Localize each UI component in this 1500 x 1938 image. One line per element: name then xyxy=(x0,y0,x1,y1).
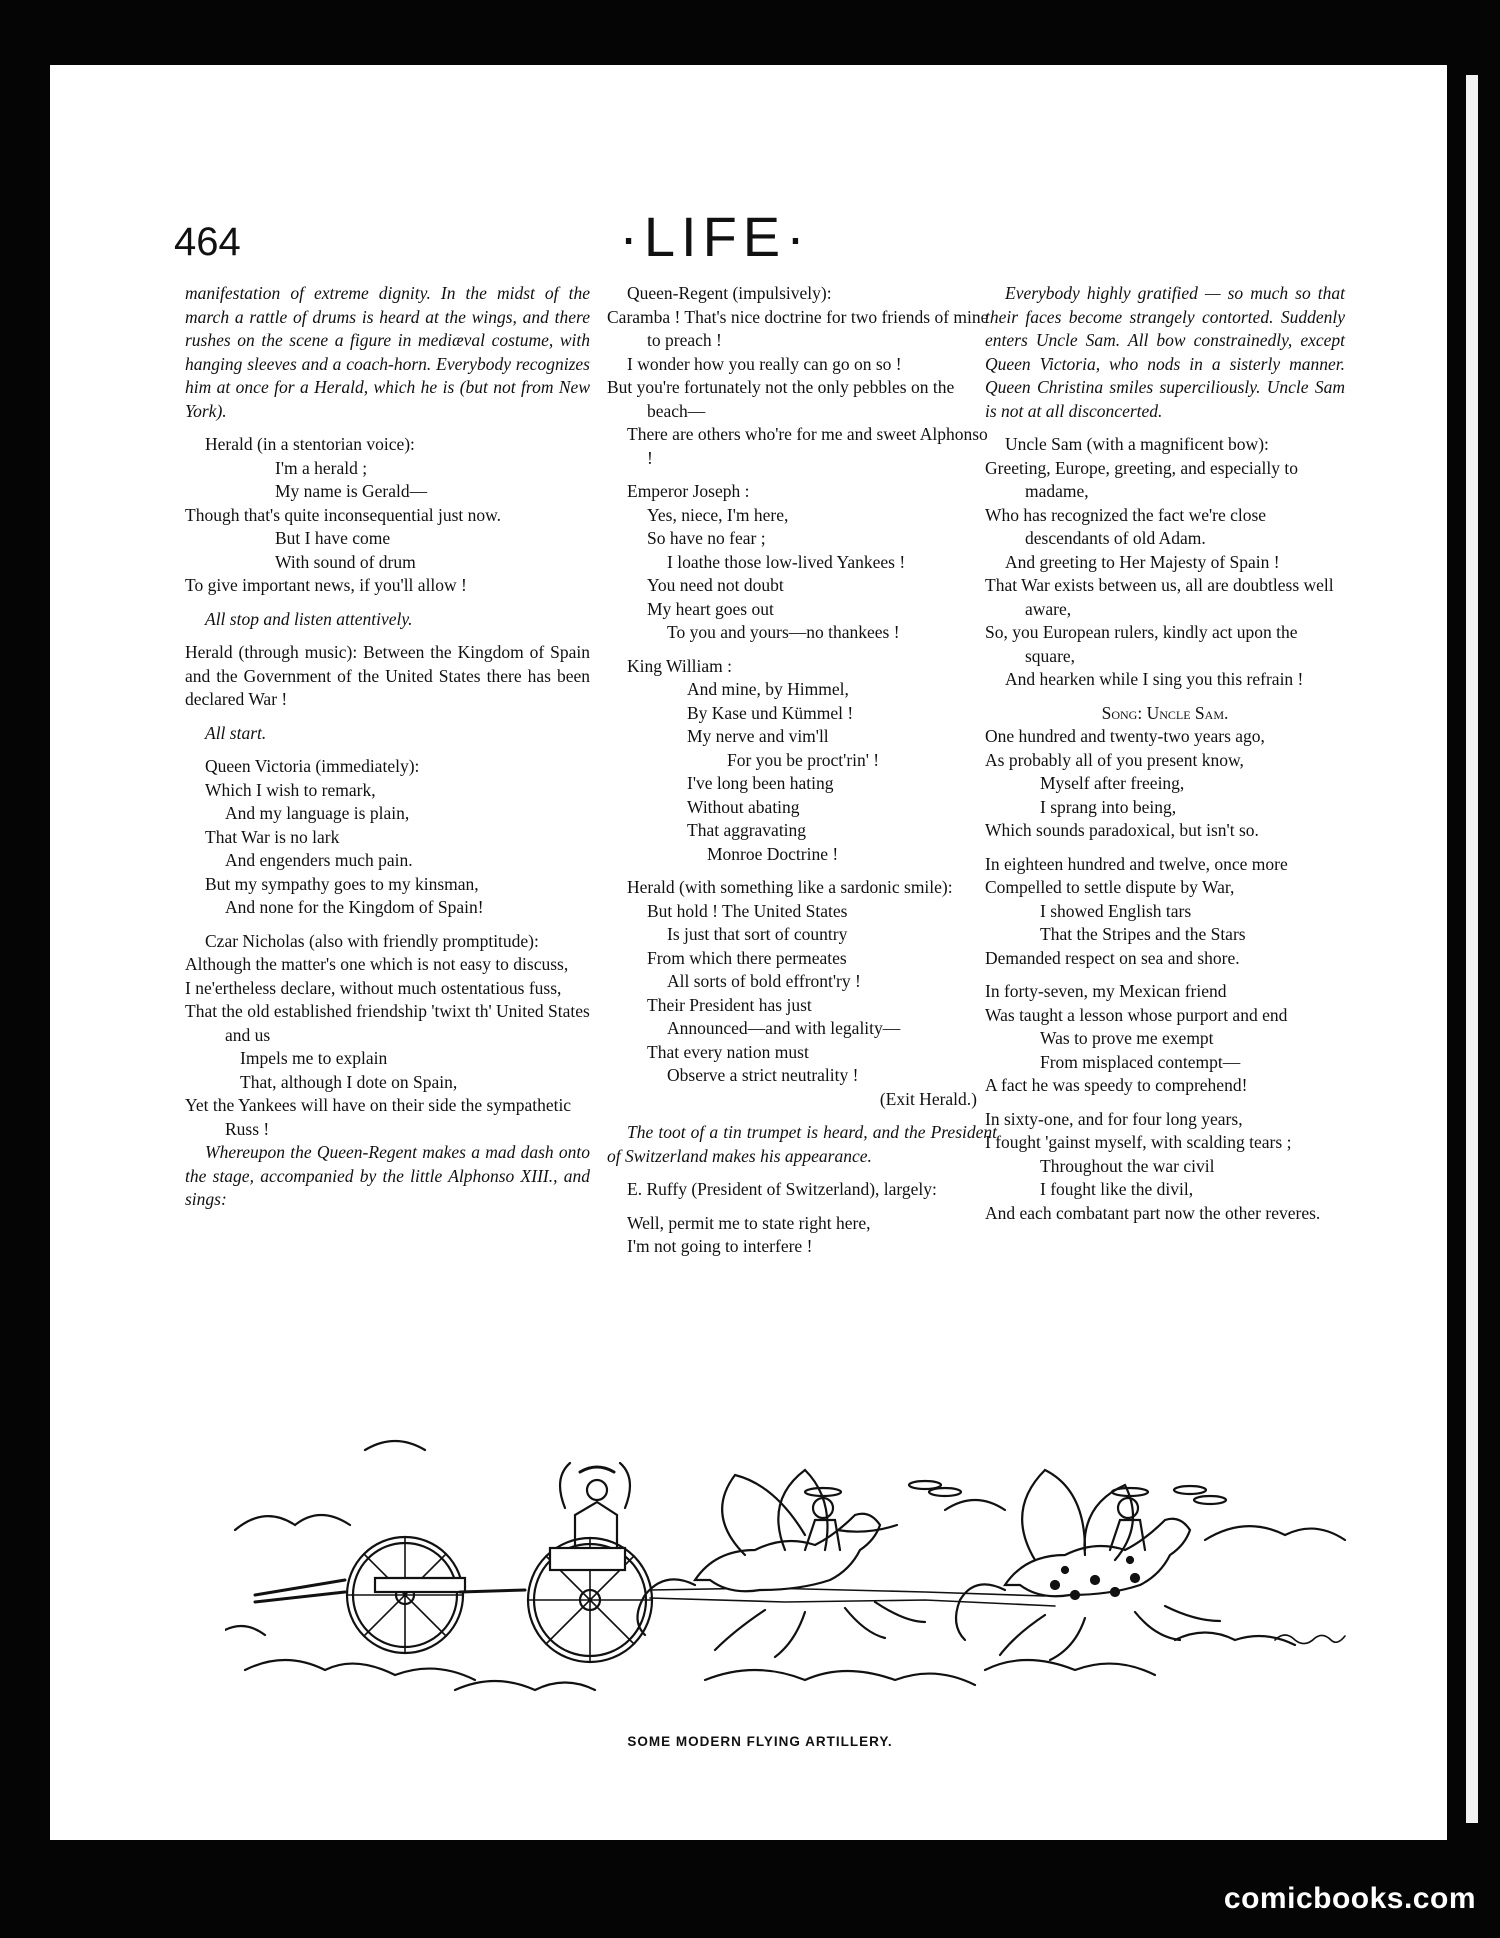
verse-line: But you're fortunately not the only pebbles on the beach— xyxy=(607,377,955,421)
verse-line: A fact he was speedy to comprehend! xyxy=(985,1075,1248,1095)
verse-line: My name is Gerald— xyxy=(275,481,428,501)
verse-line: You need not doubt xyxy=(647,575,784,595)
verse-line: Was to prove me exempt xyxy=(1040,1028,1214,1048)
verse-line: Yet the Yankees will have on their side the sympathetic Russ ! xyxy=(185,1095,572,1139)
verse-line: And none for the Kingdom of Spain! xyxy=(225,897,484,917)
verse-line: As probably all of you present know, xyxy=(985,749,1244,770)
verse-line: Impels me to explain xyxy=(240,1048,388,1068)
verse-line: In forty-seven, my Mexican friend xyxy=(985,981,1227,1001)
verse-line: And my language is plain, xyxy=(225,803,410,823)
verse-line: Who has recognized the fact we're close descendants of old Adam. xyxy=(985,504,1267,548)
verse-line: I've long been hating xyxy=(687,773,834,793)
verse-line: I fought like the divil, xyxy=(1040,1179,1194,1199)
verse-line: Though that's quite inconsequential just now. xyxy=(185,504,501,525)
flying-artillery-illustration xyxy=(225,1420,1375,1710)
verse-line: In sixty-one, and for four long years, xyxy=(985,1108,1243,1129)
verse-line: That, although I dote on Spain, xyxy=(240,1071,458,1092)
speaker-heading: Czar Nicholas (also with friendly promptitude): xyxy=(205,930,539,951)
stage-direction: The toot of a tin trumpet is heard, and the President of Switzerland makes his appearance. xyxy=(607,1122,997,1166)
verse-line: And greeting to Her Majesty of Spain ! xyxy=(1005,551,1280,572)
verse-line: Greeting, Europe, greeting, and especially to madame, xyxy=(985,457,1298,501)
verse-line: Well, permit me to state right here, xyxy=(627,1212,871,1233)
verse-line: There are others who're for me and sweet Alphonso ! xyxy=(627,424,988,468)
song-title: Song: Uncle Sam. xyxy=(1101,702,1229,723)
verse-line: By Kase und Kümmel ! xyxy=(687,702,854,723)
verse-line: I'm a herald ; xyxy=(275,457,368,478)
verse-line: Their President has just xyxy=(647,994,812,1015)
speaker-heading: Uncle Sam (with a magnificent bow): xyxy=(1005,434,1269,454)
verse-line: I showed English tars xyxy=(1040,900,1192,921)
verse-line: I wonder how you really can go on so ! xyxy=(627,353,902,374)
verse-line: Was taught a lesson whose purport and end xyxy=(985,1004,1288,1025)
stage-direction: Whereupon the Queen-Regent makes a mad dash onto the stage, accompanied by the little Alphonso XIII., and sings: xyxy=(185,1142,590,1209)
verse-line: Myself after freeing, xyxy=(1040,773,1185,793)
verse-line: From misplaced contempt— xyxy=(1040,1051,1241,1072)
verse-line: For you be proct'rin' ! xyxy=(727,749,880,770)
verse-line: And each combatant part now the other reveres. xyxy=(985,1202,1321,1223)
verse-line: And engenders much pain. xyxy=(225,850,413,870)
speaker-heading: King William : xyxy=(627,655,732,676)
verse-line: Throughout the war civil xyxy=(1040,1155,1215,1176)
verse-line: I loathe those low-lived Yankees ! xyxy=(667,551,906,572)
verse-line: I'm not going to interfere ! xyxy=(627,1236,813,1256)
text-column-1 xyxy=(185,282,590,1212)
verse-line: So, you European rulers, kindly act upon the square, xyxy=(985,622,1298,666)
verse-line: But my sympathy goes to my kinsman, xyxy=(205,873,479,894)
verse-line: Which I wish to remark, xyxy=(205,779,376,800)
verse-line: But I have come xyxy=(275,528,391,548)
verse-line: Yes, niece, I'm here, xyxy=(647,504,789,525)
verse-line: All sorts of bold effront'ry ! xyxy=(667,971,861,991)
speech-paragraph: Herald (through music): Between the Kingdom of Spain and the Government of the United States there has been declared War ! xyxy=(185,642,590,709)
verse-line: To you and yours—no thankees ! xyxy=(667,622,900,642)
site-watermark: comicbooks.com xyxy=(1223,1882,1476,1915)
stage-direction: All stop and listen attentively. xyxy=(205,608,413,629)
speaker-heading: Queen Victoria (immediately): xyxy=(205,756,420,776)
verse-line: Although the matter's one which is not easy to discuss, xyxy=(185,954,569,974)
verse-line: Observe a strict neutrality ! xyxy=(667,1065,859,1085)
page-number: 464 xyxy=(174,220,241,264)
masthead-title: ·LIFE· xyxy=(619,205,811,268)
verse-line: That War is no lark xyxy=(205,826,340,847)
verse-line: From which there permeates xyxy=(647,947,847,968)
verse-line: That War exists between us, all are doubtless well aware, xyxy=(985,575,1334,619)
verse-line: That the Stripes and the Stars xyxy=(1040,924,1246,944)
stage-direction: All start. xyxy=(205,722,267,743)
speaker-heading: Herald (with something like a sardonic smile): xyxy=(627,877,953,897)
verse-line: My nerve and vim'll xyxy=(687,726,829,746)
text-column-2 xyxy=(607,282,997,1259)
verse-line: Compelled to settle dispute by War, xyxy=(985,877,1235,897)
verse-line: In eighteen hundred and twelve, once more xyxy=(985,853,1288,874)
verse-line: Is just that sort of country xyxy=(667,924,848,944)
stage-direction-exit: (Exit Herald.) xyxy=(879,1088,977,1109)
illustration-caption: SOME MODERN FLYING ARTILLERY. xyxy=(627,1734,893,1749)
verse-line: And mine, by Himmel, xyxy=(687,679,849,699)
verse-line: That aggravating xyxy=(687,820,807,840)
verse-line: Without abating xyxy=(687,796,800,817)
stage-direction: manifestation of extreme dignity. In the midst of the march a rattle of drums is heard at the wings, and there rushes on the scene a figure in mediæval costume, with hanging sleeves and a coach-horn. Everybody recognizes him at once for a Herald, which he is (but not from New York). xyxy=(185,283,590,421)
verse-line: Demanded respect on sea and shore. xyxy=(985,947,1240,968)
verse-line: Monroe Doctrine ! xyxy=(707,843,839,864)
verse-line: But hold ! The United States xyxy=(647,900,848,921)
verse-line: I ne'ertheless declare, without much ostentatious fuss, xyxy=(185,977,562,998)
speaker-heading: Queen-Regent (impulsively): xyxy=(627,283,832,303)
verse-line: To give important news, if you'll allow ! xyxy=(185,575,467,595)
verse-line: Which sounds paradoxical, but isn't so. xyxy=(985,820,1259,840)
verse-line: So have no fear ; xyxy=(647,528,766,548)
verse-line: Announced—and with legality— xyxy=(667,1018,901,1038)
adjacent-page-edge xyxy=(1466,75,1478,1823)
verse-line: Caramba ! That's nice doctrine for two friends of mine to preach ! xyxy=(607,306,989,350)
verse-line: With sound of drum xyxy=(275,551,416,572)
speaker-heading: E. Ruffy (President of Switzerland), largely: xyxy=(627,1179,937,1199)
speaker-heading: Herald (in a stentorian voice): xyxy=(205,434,415,454)
verse-line: My heart goes out xyxy=(647,598,774,619)
verse-line: And hearken while I sing you this refrain ! xyxy=(1005,669,1304,689)
verse-line: That the old established friendship 'twixt th' United States and us xyxy=(185,1001,590,1045)
stage-direction: Everybody highly gratified — so much so that their faces become strangely contorted. Suddenly enters Uncle Sam. All bow constrainedly, except Queen Victoria, who nods in a sisterly manner. Queen Christina smiles superciliously. Uncle Sam is not at all disconcerted. xyxy=(985,283,1345,421)
verse-line: One hundred and twenty-two years ago, xyxy=(985,726,1265,746)
speaker-heading: Emperor Joseph : xyxy=(627,481,750,501)
text-column-3 xyxy=(985,282,1345,1225)
verse-line: That every nation must xyxy=(647,1041,809,1062)
verse-line: I fought 'gainst myself, with scalding tears ; xyxy=(985,1132,1292,1152)
verse-line: I sprang into being, xyxy=(1040,796,1177,817)
